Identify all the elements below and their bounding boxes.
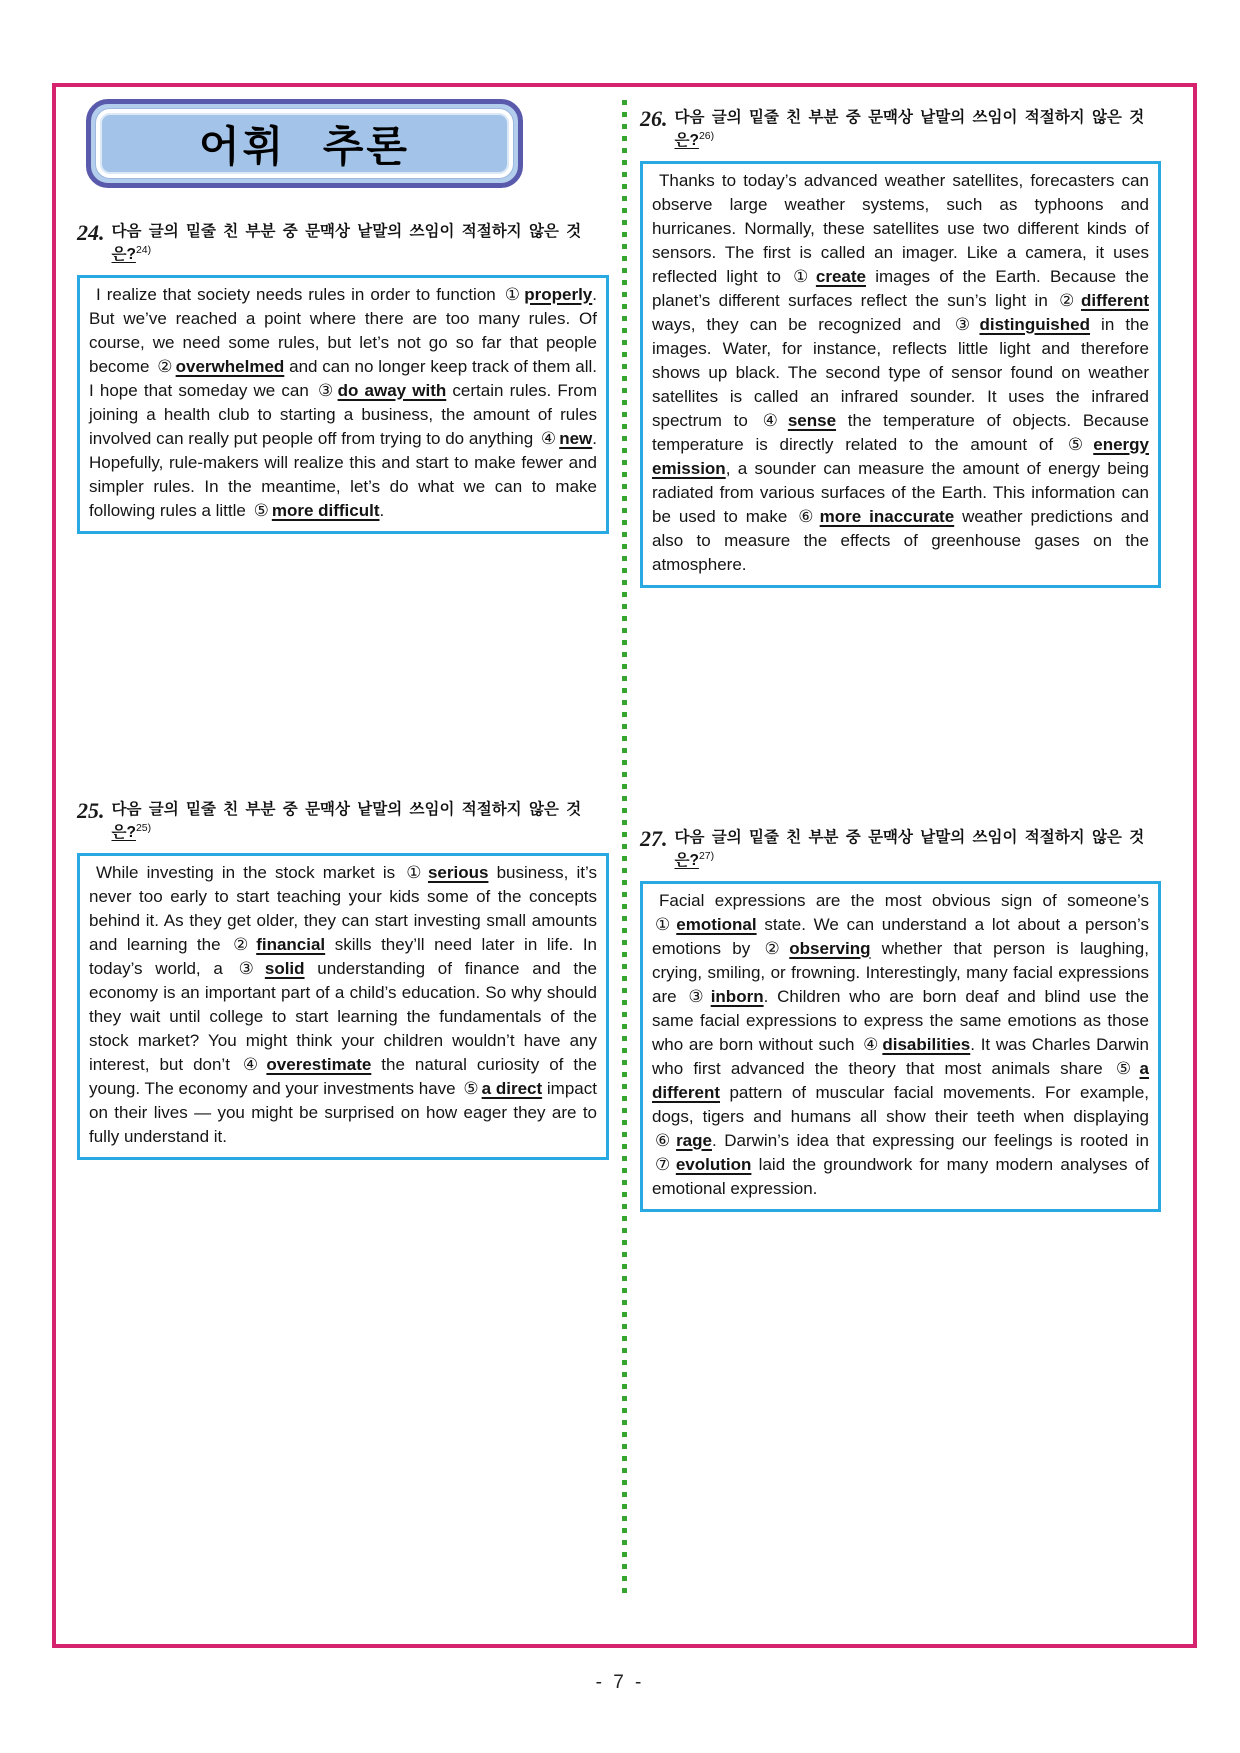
choice-number: ③ [238,958,262,978]
passage-box [640,161,1161,588]
passage-segment: certain rules. From joining a health club to starting a business, the amount of rules involved can really put people off from trying to do anything [89,380,597,448]
choice-number: ⑤ [463,1078,479,1098]
question-prompt-line2: 은? [111,824,136,842]
underlined-word: evolution [675,1154,752,1174]
question-number: 24. [77,220,105,245]
question-prompt-line1: 다음 글의 밑줄 친 부분 중 문맥상 낱말의 쓰임이 적절하지 않은 것 [111,801,582,818]
choice-number: ① [504,284,522,304]
underlined-word: do away with [337,380,447,400]
question-header [77,798,609,845]
question-prompt-line2: 은? [111,246,136,264]
underlined-word: a direct [481,1078,543,1098]
question-prompt-line1: 다음 글의 밑줄 친 부분 중 문맥상 낱말의 쓰임이 적절하지 않은 것 [674,109,1145,126]
question-header [77,220,609,267]
passage-segment: I realize that society needs rules in order to function [96,284,502,304]
passage-segment: skills they’ll need later in life. In today’s world, a [89,934,598,978]
passage-segment: , a sounder can measure the amount of energy being radiated from various surfaces of the Earth. This information can be used to make [652,458,1149,526]
question-header [640,826,1161,873]
question-prompt [675,826,1145,873]
passage-segment: state. We can understand a lot about a person’s emotions by [652,914,1149,958]
question-prompt-line1: 다음 글의 밑줄 친 부분 중 문맥상 낱말의 쓰임이 적절하지 않은 것 [674,829,1145,846]
underlined-word: new [559,428,593,448]
passage-segment: . It was Charles Darwin who first advanced the theory that most animals share [652,1034,1149,1078]
choice-number: ③ [688,986,708,1006]
question-prompt [112,798,582,845]
passage-text [89,283,597,523]
passage-text [89,861,597,1149]
question-number: 27. [640,826,668,851]
passage-segment: images of the Earth. Because the planet’s different surfaces reflect the sun’s light in [652,266,1149,310]
choice-number: ④ [242,1054,264,1074]
passage-segment: whether that person is laughing, crying, smiling, or frowning. Interestingly, many facial expressions are [652,938,1149,1006]
question-number: 25. [77,798,105,823]
underlined-word: disabilities [882,1034,971,1054]
underlined-word: overwhelmed [175,356,285,376]
passage-segment: weather predictions and also to measure the effects of greenhouse gases on the atmosphere. [652,506,1149,574]
question-footnote: 26) [698,130,715,143]
choice-number: ⑤ [1115,1058,1137,1078]
passage-box [77,275,609,534]
title-plaque-outer-frame [86,99,523,188]
passage-box [77,853,609,1160]
underlined-word: more difficult [271,500,380,520]
question-prompt-line2: 은? [674,132,699,150]
section-title: 어휘 추론 [100,113,509,174]
question-prompt [675,106,1145,153]
column-divider [622,100,627,1600]
underlined-word: a different [652,1058,1149,1102]
question-block [640,826,1161,1212]
underlined-word: distinguished [979,314,1090,334]
underlined-word: emotional [676,914,757,934]
passage-segment: Thanks to today’s advanced weather satellites, forecasters can observe large weather systems, such as typhoons and hurricanes. Normally, these satellites use two different kinds of sensors. The first is called an imager. Like a camera, it uses reflected light to [652,170,1149,286]
title-plaque-inner-frame [95,108,514,179]
underlined-word: rage [676,1130,712,1150]
underlined-word: inborn [710,986,764,1006]
passage-segment: Facial expressions are the most obvious sign of someone’s [659,890,1149,910]
passage-segment: impact on their lives — you might be surprised on how eager they are to fully understand it. [89,1078,597,1146]
choice-number: ① [793,266,813,286]
choice-number: ⑤ [1067,434,1091,454]
passage-segment: . But we’ve reached a point where there are too many rules. Of course, we need some rules, but let’s not go so far that people become [89,284,597,376]
choice-number: ② [233,934,254,954]
underlined-word: serious [427,862,489,882]
passage-text [652,889,1149,1201]
question-prompt-line2: 은? [674,852,699,870]
choice-number: ⑥ [655,1130,674,1150]
passage-segment: pattern of muscular facial movements. For example, dogs, tigers and humans all show their teeth when displaying [652,1082,1149,1126]
question-prompt [112,220,582,267]
underlined-word: sense [787,410,837,430]
question-footnote: 27) [698,850,715,863]
underlined-word: observing [789,938,871,958]
passage-text [652,169,1149,577]
choice-number: ② [1059,290,1078,310]
passage-segment: . Children who are born deaf and blind use the same facial expressions to express the same emotions as those who are born without such [652,986,1150,1054]
section-title-plaque [86,99,523,188]
passage-box [640,881,1161,1212]
passage-segment: laid the groundwork for many modern analyses of emotional expression. [652,1154,1150,1198]
passage-segment: the natural curiosity of the young. The economy and your investments have [89,1054,597,1098]
question-block [77,798,609,1160]
passage-segment: in the images. Water, for instance, reflects little light and therefore shows up black. The second type of sensor found on weather satellites is called an infrared sounder. It uses the infrared spectrum to [652,314,1149,430]
choice-number: ② [764,938,787,958]
choice-number: ① [406,862,425,882]
passage-segment: understanding of finance and the economy is an important part of a child’s education. So why should they wait until college to start learning the fundamentals of the stock market? You might think your children wouldn’t have any interest, but don’t [89,958,597,1074]
page-number: - 7 - [595,1672,645,1693]
choice-number: ④ [863,1034,880,1054]
passage-segment: . [379,500,385,520]
passage-segment: the temperature of objects. Because temperature is directly related to the amount of [652,410,1149,454]
underlined-word: properly [524,284,593,304]
choice-number: ③ [954,314,977,334]
question-block [640,106,1161,588]
question-footnote: 24) [135,244,152,257]
passage-segment: . Darwin’s idea that expressing our feelings is rooted in [711,1130,1149,1150]
question-block [77,220,609,534]
passage-segment: and can no longer keep track of them all. I hope that someday we can [89,356,597,400]
underlined-word: solid [264,958,305,978]
choice-number: ⑦ [655,1154,673,1174]
underlined-word: different [1081,290,1149,310]
question-prompt-line1: 다음 글의 밑줄 친 부분 중 문맥상 낱말의 쓰임이 적절하지 않은 것 [111,223,582,240]
passage-segment: While investing in the stock market is [96,862,404,882]
underlined-word: overestimate [266,1054,372,1074]
choice-number: ① [655,914,674,934]
choice-number: ⑥ [798,506,817,526]
passage-segment: ways, they can be recognized and [652,314,952,334]
underlined-word: more inaccurate [819,506,955,526]
underlined-word: create [815,266,866,286]
choice-number: ⑤ [253,500,269,520]
choice-number: ④ [762,410,785,430]
underlined-word: energy emission [652,434,1149,478]
question-footnote: 25) [135,822,152,835]
choice-number: ② [157,356,173,376]
question-number: 26. [640,106,668,131]
choice-number: ③ [317,380,335,400]
choice-number: ④ [540,428,557,448]
question-header [640,106,1161,153]
passage-segment: business, it’s never too early to start teaching your kids some of the concepts behind it. As they get older, they can start investing small amounts and learning the [89,862,597,954]
underlined-word: financial [256,934,326,954]
passage-segment: . Hopefully, rule-makers will realize this and start to make fewer and simpler rules. In the meantime, let’s do what we can to make following rules a little [89,428,597,520]
